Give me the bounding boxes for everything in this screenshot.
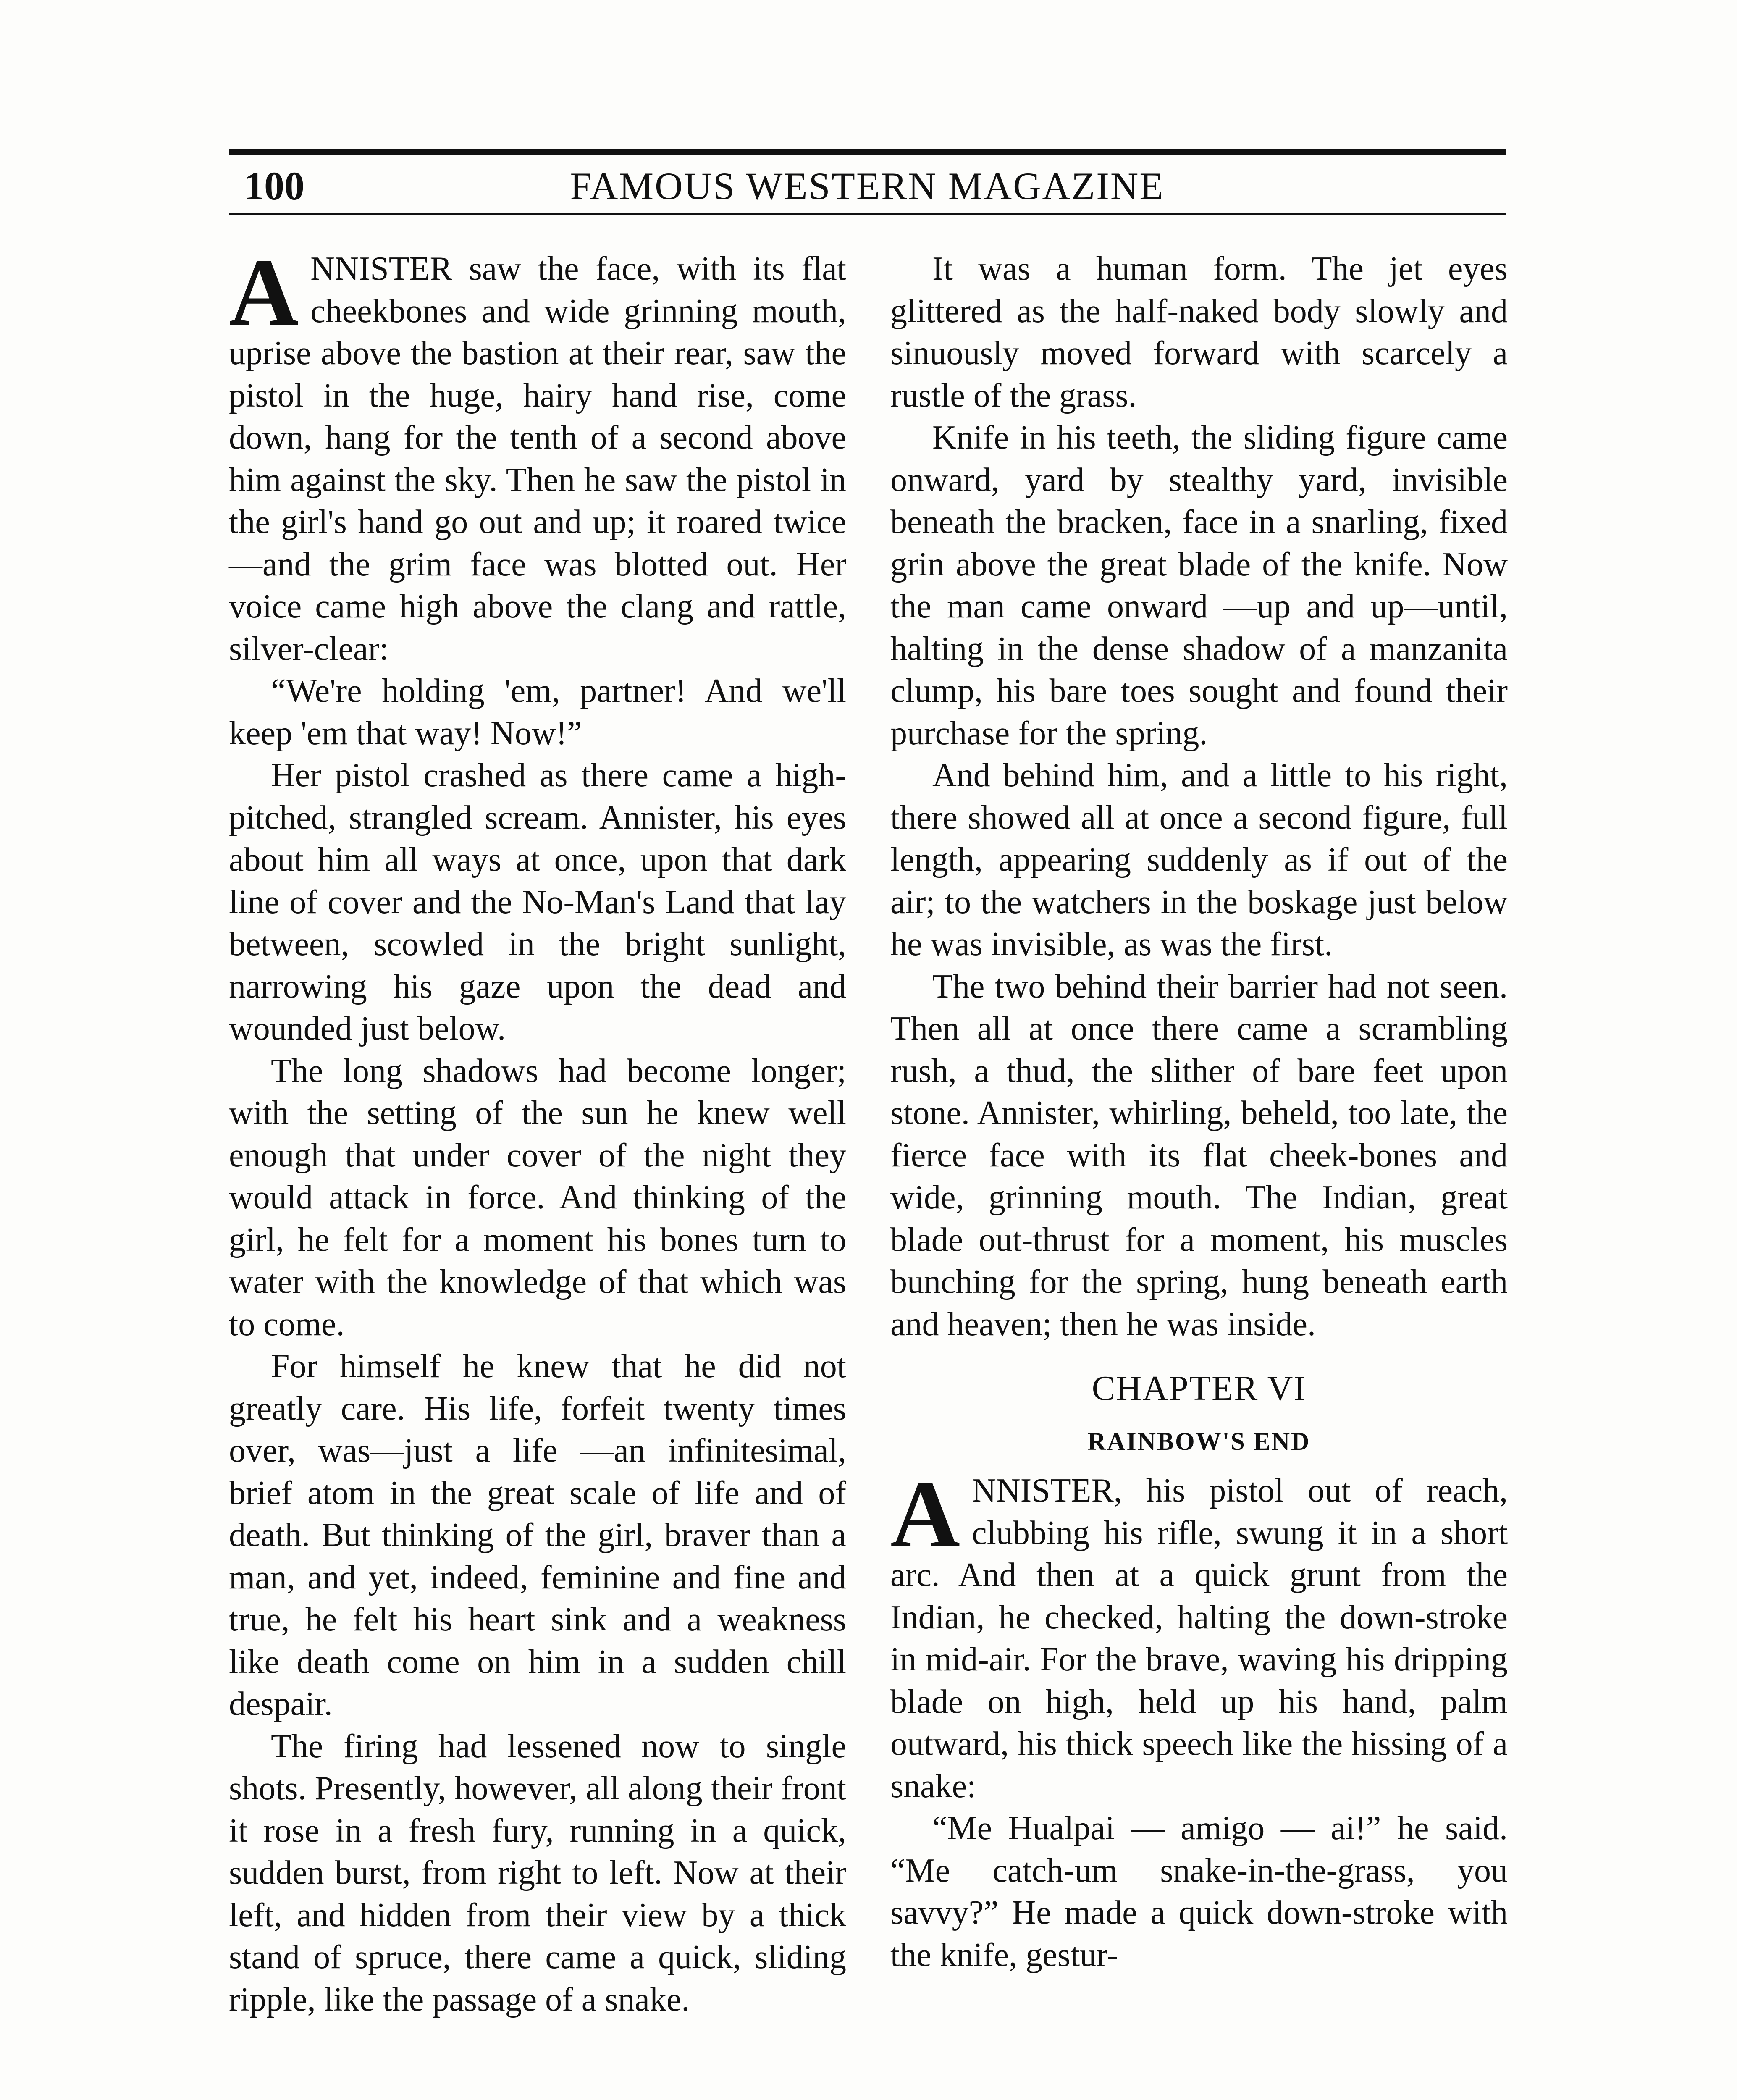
magazine-title: FAMOUS WESTERN MAGAZINE <box>570 165 1165 207</box>
drop-cap: A <box>229 239 299 346</box>
page-header <box>229 149 1506 225</box>
paragraph: The firing had lessened now to single shots. Presently, however, all along their front it rose in a fresh fury, running in a quick, sudden burst, from right to left. Now at their left, and hidden from their view by a thick stand of spruce, there came a quick, sliding ripple, like the passage of a snake. <box>229 1727 846 2018</box>
paragraph: The long shadows had become longer; with the setting of the sun he knew well enough that under cover of the night they would attack in force. And thinking of the girl, he felt for a moment his bones turn to water with the knowledge of that which was to come. <box>229 1052 846 1343</box>
header-rule-top <box>229 149 1506 155</box>
paragraph <box>229 239 846 670</box>
paragraph: Knife in his teeth, the sliding figure came onward, yard by stealthy yard, invisible beneath the bracken, face in a snarling, fixed grin above the great blade of the knife. Now the man came onward —up and up—until, halting in the dense shadow of a manzanita clump, his bare toes sought and found their purchase for the spring. <box>890 419 1508 752</box>
paragraph: Her pistol crashed as there came a high-pitched, strangled scream. Annister, his eyes about him all ways at once, upon that dark line of cover and the No-Man's Land that lay between, scowled in the bright sunlight, narrowing his gaze upon the dead and wounded just below. <box>229 757 846 1047</box>
paragraph: For himself he knew that he did not greatly care. His life, forfeit twenty times over, was—just a life —an infinitesimal, brief atom in the great scale of life and of death. But thinking of the girl, braver than a man, and yet, indeed, feminine and fine and true, he felt his heart sink and a weakness like death come on him in a sudden chill despair. <box>229 1348 846 1722</box>
paragraph <box>890 1460 1508 1807</box>
paragraph-text: NNISTER saw the face, with its flat cheekbones and wide grinning mouth, uprise above the bastion at their rear, saw the pistol in the huge, hairy hand rise, come down, hang for the tenth of a second above him against the sky. Then he saw the pistol in the girl's hand go out and up; it roared twice—and the grim face was blotted out. Her voice came high above the clang and rattle, silver-clear: <box>229 250 846 667</box>
chapter-title: CHAPTER VI <box>1092 1369 1307 1408</box>
page-number: 100 <box>244 163 304 208</box>
left-column <box>229 239 846 2021</box>
paragraph: It was a human form. The jet eyes glittered as the half-naked body slowly and sinuously moved forward with scarcely a rustle of the grass. <box>890 250 1508 414</box>
paragraph: And behind him, and a little to his right, there showed all at once a second figure, full length, appearing suddenly as if out of the air; to the watchers in the boskage just below he was invisible, as was the first. <box>890 757 1508 963</box>
header-rule-bottom <box>229 213 1506 215</box>
paragraph: “We're holding 'em, partner! And we'll keep 'em that way! Now!” <box>229 672 846 752</box>
drop-cap: A <box>890 1460 960 1567</box>
right-column <box>890 248 1508 1976</box>
chapter-subtitle: RAINBOW'S END <box>1087 1428 1311 1455</box>
paragraph: The two behind their barrier had not seen. Then all at once there came a scrambling rush, a thud, the slither of bare feet upon stone. Annister, whirling, beheld, too late, the fierce face with its flat cheek-bones and wide, grinning mouth. The Indian, great blade out-thrust for a moment, his muscles bunching for the spring, hung beneath earth and heaven; then he was inside. <box>890 968 1508 1343</box>
paragraph-text: NNISTER, his pistol out of reach, clubbing his rifle, swung it in a short arc. And then at a quick grunt from the Indian, he checked, halting the down-stroke in mid-air. For the brave, waving his dripping blade on high, held up his hand, palm outward, his thick speech like the hissing of a snake: <box>890 1472 1508 1805</box>
paragraph: “Me Hualpai — amigo — ai!” he said. “Me catch-um snake-in-the-grass, you savvy?” He made a quick down-stroke with the knife, gestur- <box>890 1810 1508 1974</box>
